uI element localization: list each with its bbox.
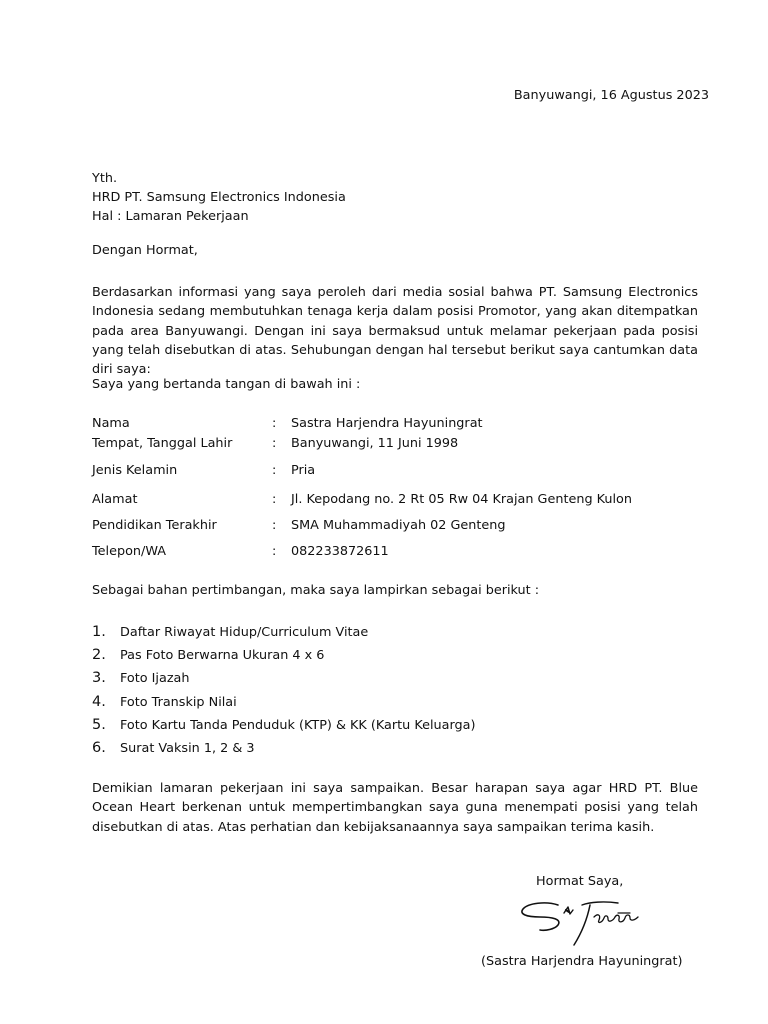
list-text: Foto Transkip Nilai (120, 695, 237, 710)
list-text: Foto Kartu Tanda Penduduk (KTP) & KK (Kartu Keluarga) (120, 718, 476, 733)
recipient-block (92, 169, 692, 226)
closing-greeting: Hormat Saya, (536, 874, 624, 889)
attachments-intro: Sebagai bahan pertimbangan, maka saya lampirkan sebagai berikut : (92, 583, 540, 598)
data-row-birth (92, 436, 712, 456)
list-text: Daftar Riwayat Hidup/Curriculum Vitae (120, 625, 369, 640)
data-separator: : (272, 518, 277, 533)
data-label: Tempat, Tanggal Lahir (92, 436, 233, 451)
place-date: Banyuwangi, 16 Agustus 2023 (513, 88, 709, 103)
data-value: Pria (291, 463, 316, 478)
signature-icon (518, 893, 648, 953)
list-text: Foto Ijazah (120, 671, 190, 686)
data-value: Jl. Kepodang no. 2 Rt 05 Rw 04 Krajan Genteng Kulon (291, 492, 632, 507)
data-value: 082233872611 (291, 544, 389, 559)
data-label: Nama (92, 416, 130, 431)
data-separator: : (272, 416, 277, 431)
list-number: 2. (92, 647, 106, 663)
data-label: Alamat (92, 492, 138, 507)
list-number: 5. (92, 717, 106, 733)
list-number: 1. (92, 624, 106, 640)
personal-data-intro: Saya yang bertanda tangan di bawah ini : (92, 377, 361, 392)
opening-paragraph: Berdasarkan informasi yang saya peroleh dari media sosial bahwa PT. Samsung Electronics Indonesia sedang membutuhkan tenaga kerja dalam posisi Promotor, yang akan ditempatkan pada area Banyuwangi. Dengan ini saya bermaksud untuk melamar pekerjaan pada posisi yang telah disebutkan di atas. Sehubungan dengan hal tersebut berikut saya cantumkan data diri saya: (92, 285, 698, 378)
data-row-name (92, 416, 712, 436)
list-text: Surat Vaksin 1, 2 & 3 (120, 741, 255, 756)
signer-name: (Sastra Harjendra Hayuningrat) (481, 954, 683, 969)
closing-paragraph: Demikian lamaran pekerjaan ini saya sampaikan. Besar harapan saya agar HRD PT. Blue Ocean Heart berkenan untuk mempertimbangkan saya guna menempati posisi yang telah disebutkan di atas. Atas perhatian dan kebijaksanaannya saya sampaikan terima kasih. (92, 781, 698, 835)
data-row-education (92, 518, 712, 538)
letter-subject: Hal : Lamaran Pekerjaan (92, 209, 249, 224)
data-row-gender (92, 463, 712, 483)
data-row-phone (92, 544, 712, 564)
data-separator: : (272, 463, 277, 478)
data-separator: : (272, 492, 277, 507)
data-label: Jenis Kelamin (92, 463, 178, 478)
list-number: 4. (92, 694, 106, 710)
data-separator: : (272, 544, 277, 559)
data-separator: : (272, 436, 277, 451)
data-label: Telepon/WA (92, 544, 167, 559)
data-label: Pendidikan Terakhir (92, 518, 217, 533)
list-number: 6. (92, 740, 106, 756)
recipient-company: HRD PT. Samsung Electronics Indonesia (92, 190, 346, 205)
data-row-address (92, 492, 712, 512)
recipient-to: Yth. (92, 171, 118, 186)
salutation: Dengan Hormat, (92, 243, 198, 258)
data-value: Banyuwangi, 11 Juni 1998 (291, 436, 459, 451)
data-value: SMA Muhammadiyah 02 Genteng (291, 518, 506, 533)
data-value: Sastra Harjendra Hayuningrat (291, 416, 483, 431)
list-number: 3. (92, 670, 106, 686)
list-text: Pas Foto Berwarna Ukuran 4 x 6 (120, 648, 325, 663)
